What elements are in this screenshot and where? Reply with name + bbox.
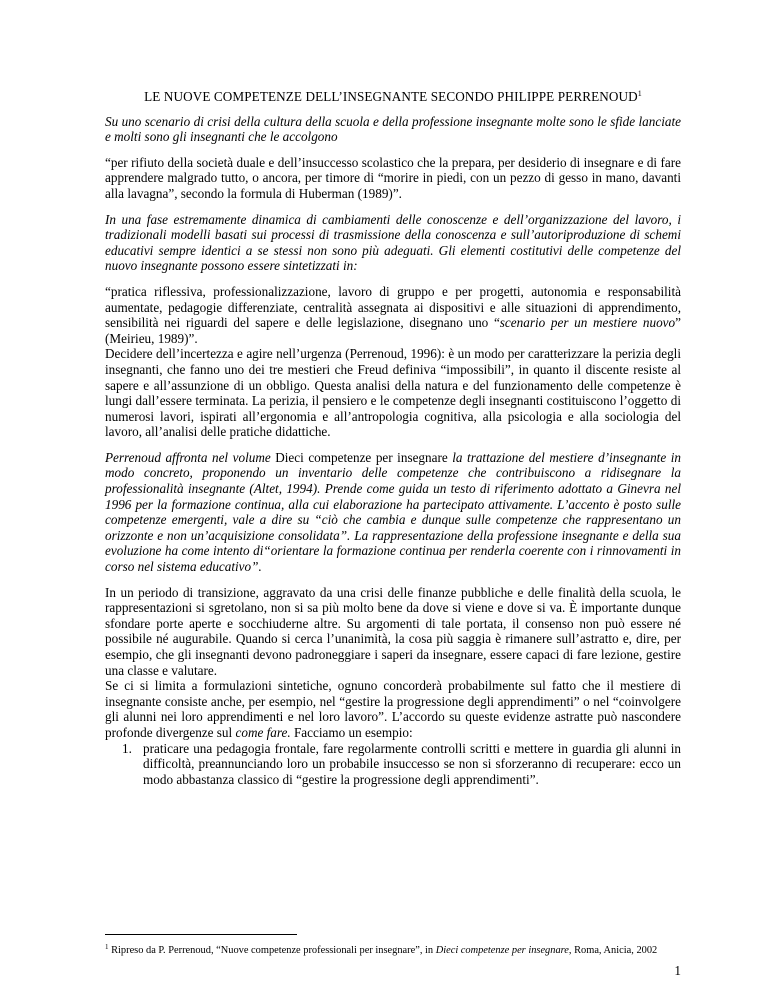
quote-meirieu-end: ” (Meirieu, 1989)”.: [105, 315, 681, 346]
quote-huberman-paragraph: “per rifiuto della società duale e dell’insuccesso scolastico che la prepara, per desiderio di insegnare e di fare apprendere malgrado tutto, o ancora, per timore di “morire in piedi, con un pezzo di gesso in mano, davanti alla lavagna”, secondo la formula di Huberman (1989)”.: [105, 154, 681, 201]
book-title-reference: Dieci competenze per insegnare: [275, 449, 448, 465]
perrenoud-volume-paragraph: [105, 450, 681, 575]
come-fare-italic: come fare.: [235, 724, 291, 740]
title-text: LE NUOVE COMPETENZE DELL’INSEGNANTE SECONDO PHILIPPE PERRENOUD: [144, 89, 638, 104]
quote-meirieu-paragraph: [105, 284, 681, 346]
title-footnote-mark: 1: [637, 89, 642, 98]
list-item-number: 1.: [122, 740, 132, 756]
formulazioni-paragraph: [105, 678, 681, 740]
formulazioni-end: Facciamo un esempio:: [290, 724, 413, 740]
context-paragraph: In una fase estremamente dinamica di cambiamenti delle conoscenze e dell’organizzazione del lavoro, i tradizionali modelli basati sui processi di trasmissione della conoscenza e sull’autoriproduzione di schemi educativi sempre identici a se stessi non sono più adeguati. Gli elementi costitutivi delle competenze del nuovo insegnante possono essere sintetizzati in:: [105, 211, 681, 274]
footnote-text: Ripreso da P. Perrenoud, “Nuove competenze professionali per insegnare”, in: [108, 945, 436, 956]
quote-meirieu-text: “pratica riflessiva, professionalizzazione, lavoro di gruppo e per progetti, autonomia e responsabilità aumentate, pedagogie differenziate, centralità assegnata ai dispositivi e alle situazioni di apprendimento, sensibilità nei riguardi del sapere e delle legislazione, disegnano uno “: [105, 283, 681, 331]
footnote-publisher: , Roma, Anicia, 2002: [568, 945, 658, 956]
footnote-divider: [105, 934, 297, 935]
perrenoud-volume-intro: Perrenoud affronta nel volume: [105, 449, 276, 465]
formulazioni-text: Se ci si limita a formulazioni sintetiche, ognuno concorderà probabilmente sul fatto che il mestiere di insegnante consiste anche, per esempio, nel “gestire la progressione degli apprendimenti” o nel “coinvolgere gli alunni nei loro apprendimenti e nel loro lavoro”. L’accordo su queste evidenze astratte può nascondere profonde divergenze sul: [105, 678, 681, 740]
footnote: [105, 941, 681, 957]
transizione-paragraph: In un periodo di transizione, aggravato da una crisi delle finanze pubbliche e delle finalità della scuola, le rappresentazioni si sgretolano, non si sa più molto bene da dove si viene e dove si va. È importante dunque sfondare porte aperte e socchiuderne altre. Su argomenti di tale portata, il consenso non può essere né possibile né augurabile. Quando si cerca l’unanimità, la cosa più saggia è rimanere sull’astratto e, dire, per esempio, che gli insegnanti devono padroneggiare i saperi da insegnare, essere capaci di fare lezione, gestire una classe e valutare.: [105, 584, 681, 678]
list-item-text: praticare una pedagogia frontale, fare regolarmente controlli scritti e mettere in guardia gli alunni in difficoltà, preannunciando loro un probabile insuccesso se non si sforzeranno di recuperare: ecco un modo abbastanza classico di “gestire la progressione degli apprendimenti”.: [143, 740, 681, 787]
incertezza-paragraph: Decidere dell’incertezza e agire nell’urgenza (Perrenoud, 1996): è un modo per caratterizzare la perizia degli insegnanti, che fanno uno dei tre mestieri che Freud definiva “impossibili”, in quanto il discente resiste al sapere e all’assunzione di un obbligo. Questa analisi della natura e del funzionamento delle competenze è lungi dall’essere terminata. La perizia, il pensiero e le competenze degli insegnanti costituiscono l’oggetto di numerosi lavori, ispirati all’ergonomia e all’antropologia cognitiva, alla psicologia e alla sociologia del lavoro, all’analisi delle pratiche didattiche.: [105, 346, 681, 440]
footnote-mark: 1: [105, 943, 109, 951]
footnote-book-title: Dieci competenze per insegnare: [435, 945, 569, 956]
intro-paragraph: Su uno scenario di crisi della cultura della scuola e della professione insegnante molte sono le sfide lanciate e molti sono gli insegnanti che le accolgono: [105, 113, 681, 145]
example-list: [105, 741, 681, 788]
document-body: [105, 86, 681, 787]
page-number: 1: [674, 963, 681, 978]
perrenoud-volume-text: la trattazione del mestiere d’insegnante in modo concreto, proponendo un inventario delle competenze che contribuiscono a ridisegnare la professionalità insegnante (Altet, 1994). Prende come guida un testo di riferimento adottato a Ginevra nel 1996 per la formazione continua, alla cui elaborazione ha partecipato attivamente. L’accento è posto sulle competenze emergenti, vale a dire su “ciò che cambia e dunque sulle competenze che rappresentano un orizzonte e non un’acquisizione consolidata”. La rappresentazione della professione insegnante e della sua evoluzione ha come intento di“orientare la formazione continua per renderla coerente con i rinnovamenti in corso nel sistema educativo”.: [105, 449, 681, 575]
document-title: [105, 86, 681, 105]
list-item: [105, 741, 681, 788]
quote-meirieu-italic: scenario per un mestiere nuovo: [499, 315, 676, 331]
